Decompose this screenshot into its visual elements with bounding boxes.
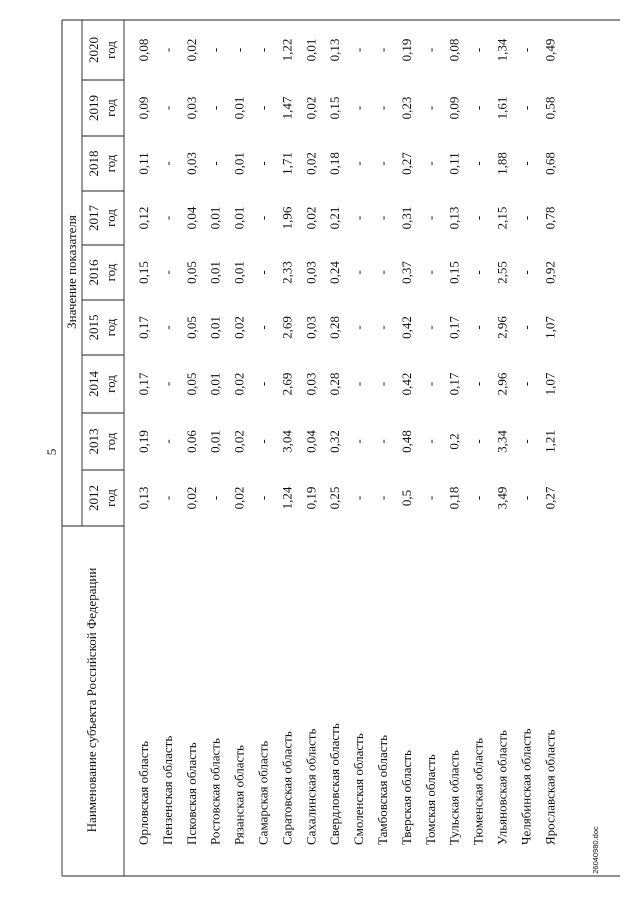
value-cell: 0,13: [136, 486, 151, 510]
value-cell: 0,05: [183, 316, 199, 339]
year-unit-label: год: [103, 263, 118, 282]
value-cell: 0,15: [327, 96, 343, 120]
value-cell: 0,01: [231, 152, 247, 175]
value-cell: 0,03: [183, 96, 199, 120]
year-header: 2017: [86, 205, 101, 231]
value-cell: 0,17: [136, 372, 151, 396]
value-cell: 0,02: [303, 152, 319, 175]
value-cell: -: [159, 47, 175, 53]
year-header: 2018: [86, 150, 101, 177]
value-cell: -: [470, 495, 486, 501]
value-cell: 0,02: [231, 372, 247, 396]
year-unit-label: год: [103, 432, 118, 451]
value-cell: 0,02: [231, 430, 247, 453]
value-cell: 0,5: [398, 489, 414, 507]
value-cell: 0,58: [542, 96, 558, 120]
value-cell: 2,69: [279, 372, 295, 396]
value-cell: 1,22: [279, 38, 295, 62]
value-cell: 0,01: [207, 316, 223, 339]
value-cell: 0,28: [327, 316, 343, 339]
value-cell: -: [375, 381, 390, 387]
value-cell: 0,27: [398, 152, 414, 175]
value-cell: -: [470, 161, 486, 166]
value-cell: 0,12: [136, 206, 151, 230]
value-cell: -: [159, 105, 175, 111]
year-unit-label: год: [103, 489, 118, 507]
region-name: Сахалинская область: [303, 728, 319, 845]
value-cell: 0,02: [231, 316, 247, 339]
value-cell: -: [159, 439, 175, 444]
value-cell: 0,17: [136, 316, 151, 339]
value-cell: 3,34: [494, 430, 510, 453]
value-cell: -: [422, 47, 438, 53]
value-cell: -: [351, 270, 367, 275]
value-cell: -: [470, 325, 486, 330]
value-cell: -: [518, 270, 534, 275]
value-cell: 1,07: [542, 372, 558, 396]
value-cell: 0,78: [542, 206, 558, 230]
year-unit-label: год: [103, 154, 118, 173]
value-cell: 0,13: [446, 206, 462, 230]
year-header: 2016: [86, 259, 101, 286]
region-name: Тверская область: [398, 750, 414, 845]
value-cell: 0,01: [207, 206, 223, 230]
value-cell: -: [422, 325, 438, 330]
value-cell: 1,96: [279, 206, 295, 230]
value-cell: 1,24: [279, 486, 295, 510]
value-cell: 0,18: [446, 486, 462, 510]
region-name: Тульская область: [446, 750, 462, 845]
value-cell: 0,09: [136, 96, 151, 120]
value-cell: 0,03: [303, 316, 319, 339]
value-cell: 0,01: [231, 261, 247, 284]
value-cell: -: [351, 215, 367, 221]
region-name: Смоленская область: [351, 733, 367, 845]
value-cell: -: [422, 439, 438, 444]
value-cell: 0,37: [398, 261, 414, 284]
value-cell: 0,11: [446, 152, 462, 175]
region-name: Ульяновская область: [494, 730, 510, 845]
value-cell: 2,15: [494, 206, 510, 230]
value-cell: -: [207, 161, 223, 166]
value-cell: 1,34: [494, 38, 510, 62]
value-cell: 0,68: [542, 152, 558, 175]
value-cell: 2,33: [279, 261, 295, 284]
value-cell: 0,49: [542, 38, 558, 62]
value-cell: -: [159, 215, 175, 221]
value-cell: 0,04: [183, 206, 199, 230]
value-cell: 0,02: [183, 38, 199, 62]
value-cell: 0,05: [183, 372, 199, 396]
value-cell: 0,31: [398, 206, 414, 230]
value-cell: -: [470, 47, 486, 53]
value-cell: 0,42: [398, 316, 414, 339]
value-cell: 0,19: [398, 38, 414, 62]
region-name: Саратовская область: [279, 731, 295, 845]
region-name: Челябинская область: [518, 728, 534, 845]
year-unit-label: год: [103, 375, 118, 393]
value-cell: -: [351, 439, 367, 444]
value-cell: -: [351, 381, 367, 387]
value-cell: 0,2: [446, 433, 462, 450]
region-name: Самарская область: [255, 740, 271, 845]
value-cell: 0,08: [446, 38, 462, 62]
value-cell: -: [518, 325, 534, 330]
value-cell: -: [351, 161, 367, 166]
value-cell: -: [375, 270, 390, 275]
value-cell: -: [375, 325, 390, 330]
value-cell: 0,09: [446, 96, 462, 120]
value-cell: -: [255, 161, 271, 166]
value-cell: -: [207, 105, 223, 111]
value-cell: -: [518, 439, 534, 444]
region-name: Ярославская область: [542, 729, 558, 845]
value-cell: -: [422, 215, 438, 221]
value-cell: 2,55: [494, 261, 510, 284]
year-unit-label: год: [103, 41, 118, 59]
value-cell: -: [255, 105, 271, 111]
value-cell: -: [470, 381, 486, 387]
value-cell: -: [422, 495, 438, 501]
value-cell: -: [375, 215, 390, 221]
value-cell: 0,28: [327, 372, 343, 396]
year-header: 2020: [86, 37, 101, 63]
value-cell: 0,01: [207, 261, 223, 284]
value-cell: 0,02: [303, 206, 319, 230]
value-cell: 0,23: [398, 96, 414, 120]
value-cell: 0,08: [136, 38, 151, 62]
value-cell: 1,88: [494, 152, 510, 175]
value-cell: 0,48: [398, 430, 414, 453]
value-cell: 1,07: [542, 316, 558, 339]
value-cell: -: [159, 161, 175, 166]
year-header: 2013: [86, 428, 101, 455]
data-table: [62, 20, 620, 876]
value-cell: -: [375, 439, 390, 444]
value-cell: 0,02: [183, 486, 199, 510]
value-cell: -: [470, 270, 486, 275]
value-cell: -: [375, 161, 390, 166]
value-cell: -: [518, 161, 534, 166]
value-cell: 0,11: [136, 152, 151, 175]
year-header: 2014: [86, 371, 101, 397]
region-name: Ростовская область: [207, 738, 223, 845]
value-cell: -: [375, 47, 390, 53]
region-name: Тамбовская область: [375, 734, 390, 845]
value-cell: -: [351, 325, 367, 330]
region-column-header: Наименование субъекта Российской Федерации: [84, 567, 99, 833]
value-cell: 0,02: [231, 486, 247, 510]
value-cell: -: [255, 325, 271, 330]
value-cell: 0,01: [231, 206, 247, 230]
value-cell: 0,21: [327, 206, 343, 230]
value-cell: 0,01: [303, 38, 319, 62]
year-header: 2019: [86, 95, 101, 121]
value-cell: 0,19: [303, 486, 319, 510]
value-cell: 1,47: [279, 96, 295, 120]
value-cell: -: [422, 161, 438, 166]
value-cell: 0,06: [183, 430, 199, 453]
value-cell: 2,96: [494, 316, 510, 339]
value-cell: 0,01: [207, 430, 223, 453]
value-cell: 0,17: [446, 316, 462, 339]
value-cell: 0,32: [327, 430, 343, 453]
region-name: Свердловская область: [327, 723, 343, 845]
value-cell: -: [375, 495, 390, 501]
value-cell: -: [518, 47, 534, 53]
value-cell: 1,61: [494, 96, 510, 120]
value-cell: 0,17: [446, 372, 462, 396]
region-name: Тюменская область: [470, 737, 486, 845]
value-cell: -: [518, 215, 534, 221]
value-cell: -: [255, 495, 271, 501]
value-cell: 0,18: [327, 152, 343, 175]
value-cell: -: [422, 270, 438, 275]
value-cell: -: [255, 439, 271, 444]
value-cell: 0,03: [303, 372, 319, 396]
value-cell: 0,03: [183, 152, 199, 175]
value-cell: -: [351, 47, 367, 53]
value-cell: 0,15: [446, 261, 462, 284]
value-cell: -: [231, 47, 247, 53]
year-header: 2015: [86, 314, 101, 341]
value-cell: -: [159, 381, 175, 387]
value-cell: 0,19: [136, 430, 151, 453]
value-cell: -: [518, 105, 534, 111]
value-cell: 2,69: [279, 316, 295, 339]
page-number: 5: [44, 448, 59, 456]
value-cell: 0,02: [303, 96, 319, 120]
value-cell: -: [518, 495, 534, 501]
value-cell: -: [159, 495, 175, 501]
region-name: Орловская область: [136, 740, 151, 845]
region-name: Псковская область: [183, 742, 199, 845]
value-cell: -: [207, 495, 223, 501]
value-cell: -: [375, 105, 390, 111]
value-cell: -: [422, 105, 438, 111]
value-cell: 1,71: [279, 152, 295, 175]
value-cell: 0,01: [207, 372, 223, 396]
year-unit-label: год: [103, 99, 118, 117]
value-cell: -: [470, 439, 486, 444]
value-cell: 3,49: [494, 486, 510, 510]
value-cell: -: [255, 381, 271, 387]
value-cell: 0,04: [303, 430, 319, 453]
region-name: Рязанская область: [231, 745, 247, 845]
value-cell: -: [159, 325, 175, 330]
value-cell: -: [255, 47, 271, 53]
year-unit-label: год: [103, 209, 118, 227]
value-cell: -: [159, 270, 175, 275]
footer-filename: 26040980.doc: [591, 826, 600, 874]
value-cell: -: [255, 270, 271, 275]
value-cell: -: [518, 381, 534, 387]
value-cell: 0,03: [303, 261, 319, 284]
value-cell: 0,25: [327, 486, 343, 510]
value-cell: 1,21: [542, 430, 558, 453]
value-cell: -: [351, 105, 367, 111]
value-cell: 2,96: [494, 372, 510, 396]
value-cell: 0,13: [327, 38, 343, 62]
region-name: Пензенская область: [159, 735, 175, 845]
year-unit-label: год: [103, 318, 118, 337]
value-group-header: Значение показателя: [64, 215, 79, 329]
value-cell: 3,04: [279, 430, 295, 453]
value-cell: -: [255, 215, 271, 221]
value-cell: 0,27: [542, 486, 558, 510]
value-cell: 0,92: [542, 261, 558, 284]
value-cell: -: [207, 47, 223, 53]
value-cell: -: [470, 105, 486, 111]
year-header: 2012: [86, 485, 101, 511]
value-cell: 0,01: [231, 96, 247, 120]
value-cell: 0,42: [398, 372, 414, 396]
value-cell: -: [422, 381, 438, 387]
value-cell: 0,24: [327, 261, 343, 284]
value-cell: -: [470, 215, 486, 221]
value-cell: 0,15: [136, 261, 151, 284]
region-name: Томская область: [422, 754, 438, 845]
value-cell: -: [351, 495, 367, 501]
value-cell: 0,05: [183, 261, 199, 284]
